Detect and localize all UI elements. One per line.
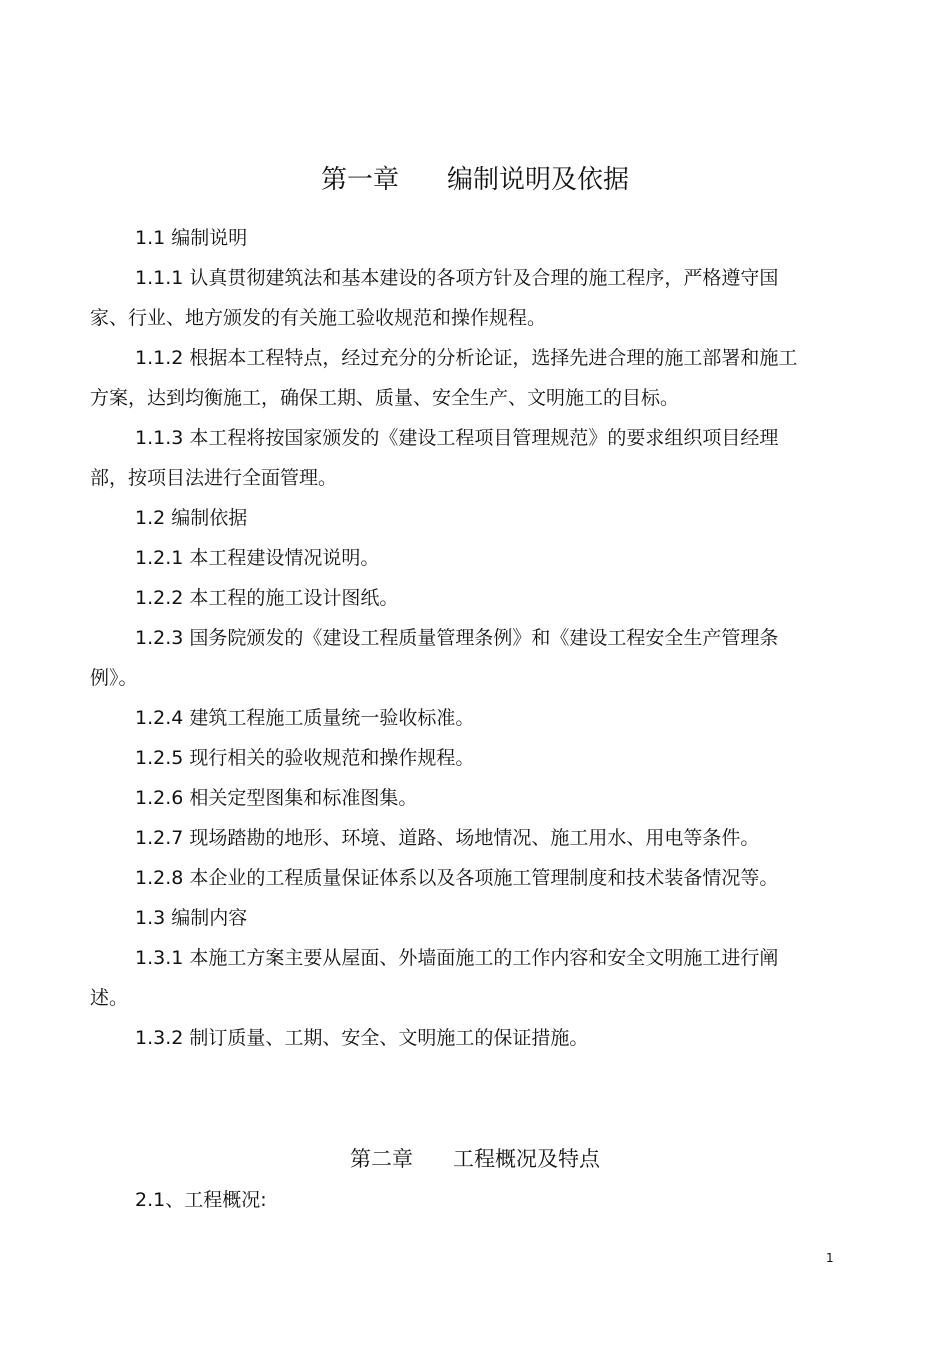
paragraph-1-3-1: 1.3.1 本施工方案主要从屋面、外墙面施工的工作内容和安全文明施工进行阐述。 (90, 947, 779, 1009)
chapter-2-label: 第二章 (350, 1147, 413, 1171)
paragraph-1-2-3: 1.2.3 国务院颁发的《建设工程质量管理条例》和《建设工程安全生产管理条例》。 (90, 627, 779, 689)
section-heading-1-3: 1.3 编制内容 (135, 907, 248, 929)
chapter-1-heading (0, 160, 950, 200)
paragraph-1-2-1: 1.2.1 本工程建设情况说明。 (135, 547, 380, 569)
page-number: 1 (826, 1251, 834, 1265)
paragraph-1-2-8: 1.2.8 本企业的工程质量保证体系以及各项施工管理制度和技术装备情况等。 (135, 867, 779, 889)
chapter-1-title: 编制说明及依据 (447, 165, 630, 195)
chapter-1-label: 第一章 (320, 165, 399, 195)
paragraph-1-1-3: 1.1.3 本工程将按国家颁发的《建设工程项目管理规范》的要求组织项目经理部，按项目法进行全面管理。 (90, 427, 779, 489)
paragraph-1-1-2: 1.1.2 根据本工程特点，经过充分的分析论证，选择先进合理的施工部署和施工方案，达到均衡施工，确保工期、质量、安全生产、文明施工的目标。 (90, 347, 798, 409)
section-heading-2-1: 2.1、工程概况: (135, 1189, 267, 1211)
paragraph-1-2-2: 1.2.2 本工程的施工设计图纸。 (135, 587, 399, 609)
paragraph-1-2-6: 1.2.6 相关定型图集和标准图集。 (135, 787, 418, 809)
paragraph-1-2-5: 1.2.5 现行相关的验收规范和操作规程。 (135, 747, 475, 769)
section-heading-1-2: 1.2 编制依据 (135, 507, 248, 529)
paragraph-1-2-4: 1.2.4 建筑工程施工质量统一验收标准。 (135, 707, 475, 729)
chapter-2-heading (0, 1142, 950, 1176)
section-heading-1-1: 1.1 编制说明 (135, 227, 248, 249)
paragraph-1-1-1: 1.1.1 认真贯彻建筑法和基本建设的各项方针及合理的施工程序，严格遵守国家、行业、地方颁发的有关施工验收规范和操作规程。 (90, 267, 779, 329)
chapter-2-title: 工程概况及特点 (453, 1147, 600, 1171)
paragraph-1-2-7: 1.2.7 现场踏勘的地形、环境、道路、场地情况、施工用水、用电等条件。 (135, 827, 760, 849)
paragraph-1-3-2: 1.3.2 制订质量、工期、安全、文明施工的保证措施。 (135, 1027, 589, 1049)
